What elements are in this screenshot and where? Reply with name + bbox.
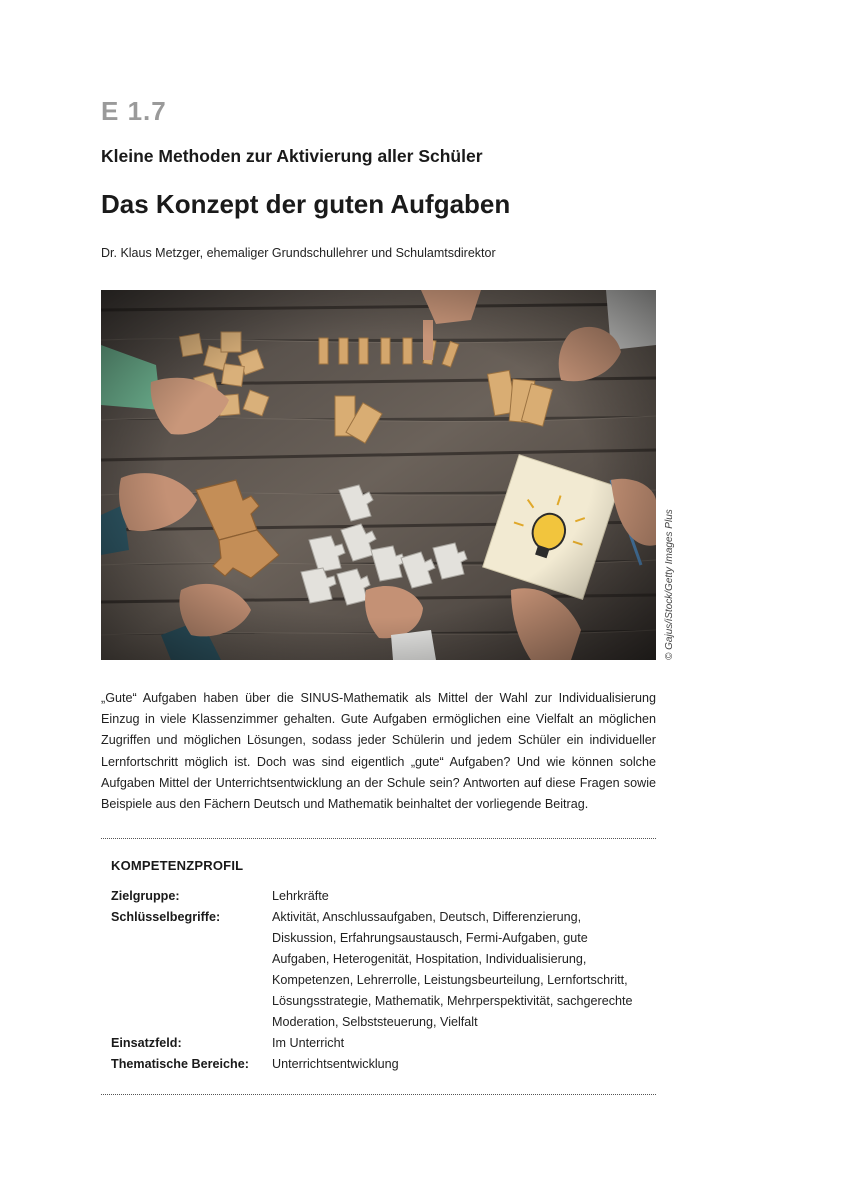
profile-label: Einsatzfeld: [111,1036,182,1050]
profile-row-field-of-use [111,1033,641,1054]
section-code: E 1.7 [101,96,167,126]
profile-heading: KOMPETENZPROFIL [111,858,244,873]
profile-label: Schlüsselbegriffe: [111,910,221,924]
cover-photo [101,290,656,660]
profile-row-keywords [111,907,641,1033]
profile-value: Aktivität, Anschlussaufgaben, Deutsch, Differenzierung, Diskussion, Erfahrungsaustausch, Fermi-Aufgaben, gute Aufgaben, Heterogenität, Hospitation, Individualisierung, Kompetenzen, Lehrerrolle, Leistungsbeurteilung, Lernfortschritt, Lösungsstrategie, Mathematik, Mehrperspektivität, sachgerechte Moderation, Selbststeuerung, Vielfalt [272,910,633,1029]
profile-value: Unterrichtsentwicklung [272,1057,399,1071]
divider-top [101,838,656,839]
intro-paragraph: „Gute“ Aufgaben haben über die SINUS-Mathematik als Mittel der Wahl zur Individualisierung Einzug in viele Klassenzimmer gehalten. Gute Aufgaben ermöglichen eine Vielfalt an möglichen Zugriffen und möglichen Lösungen, sodass jeder Schülerin und jedem Schüler ein individueller Lernfortschritt möglich ist. Doch was sind eigentlich „gute“ Aufgaben? Und wie können solche Aufgaben Mittel der Unterrichtsentwicklung an der Schule sein? Antworten auf diese Fragen sowie Beispiele aus den Fächern Deutsch und Mathematik beinhaltet der vorliegende Beitrag. [101,691,656,812]
author-line: Dr. Klaus Metzger, ehemaliger Grundschullehrer und Schulamtsdirektor [101,246,496,260]
divider-bottom [101,1094,656,1095]
image-credit: © Gajus/iStock/Getty Images Plus [664,509,675,660]
profile-label: Zielgruppe: [111,889,180,903]
profile-value: Lehrkräfte [272,889,329,903]
series-title: Kleine Methoden zur Aktivierung aller Schüler [101,146,483,166]
competence-profile [111,886,641,1075]
profile-row-target-group [111,886,641,907]
profile-label: Thematische Bereiche: [111,1057,249,1071]
page-title: Das Konzept der guten Aufgaben [101,189,511,219]
profile-value: Im Unterricht [272,1036,345,1050]
profile-row-topics [111,1054,641,1075]
